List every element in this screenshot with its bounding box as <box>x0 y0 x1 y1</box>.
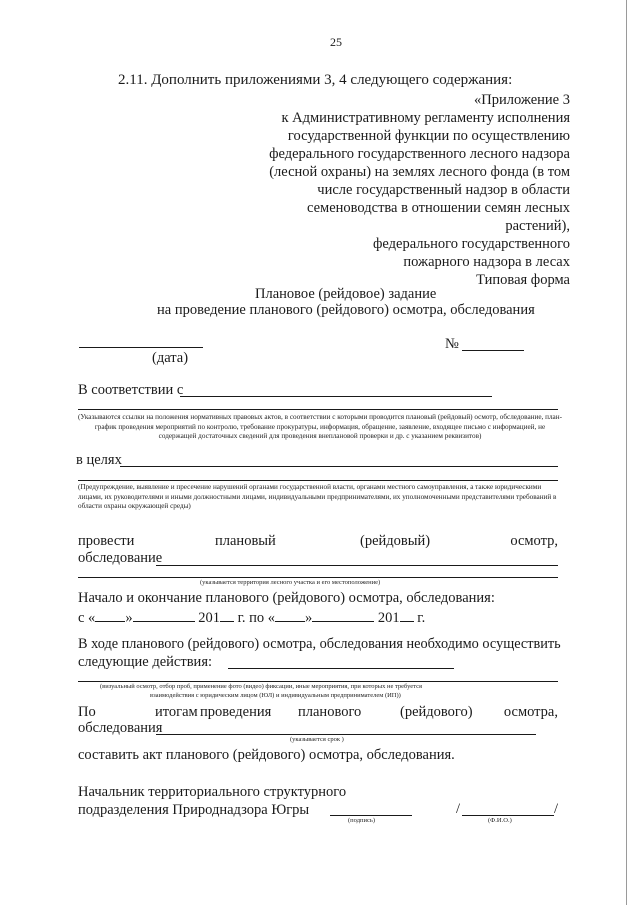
period-to-label: г. по « <box>233 610 276 626</box>
annex-line-8: растений), <box>505 218 570 234</box>
basis-field-line-2[interactable] <box>78 409 558 410</box>
annex-line-5: (лесной охраны) на землях лесного фонда (в том <box>269 164 570 180</box>
signature-field-line[interactable] <box>330 815 412 816</box>
number-field-line[interactable] <box>462 350 524 351</box>
period-from-label: с « <box>78 610 96 626</box>
conduct-line-2: обследование <box>78 550 163 566</box>
signature-line-1: Начальник территориального структурного <box>78 784 347 800</box>
annex-line-9: федерального государственного <box>372 236 570 252</box>
actions-line-1: В ходе планового (рейдового) осмотра, обследования необходимо осуществить <box>78 636 561 652</box>
purpose-hint: (Предупреждение, выявление и пресечение нарушений органами государственной власти, органами местного самоуправления, а также юридическими лицами, их руководителями и иными должностными лицами, индивидуальными предпринимателями, их уполномоченными представителями требований в области охраны окружающей среды) <box>78 483 557 510</box>
form-type-label: Типовая форма <box>476 272 570 288</box>
annex-line-7: семеноводства в отношении семян лесных <box>307 200 570 216</box>
conduct-word-1: провести <box>78 533 135 549</box>
results-word-1: По <box>78 704 96 720</box>
fio-slash-left: / <box>456 801 461 817</box>
period-end-year-field[interactable] <box>400 607 414 622</box>
conduct-word-4: осмотр, <box>510 533 558 549</box>
section-heading: 2.11. Дополнить приложениями 3, 4 следующего содержания: <box>118 72 513 88</box>
page-number: 25 <box>330 35 342 49</box>
purpose-field-line-2[interactable] <box>78 480 558 481</box>
actions-field-line-2[interactable] <box>78 681 558 682</box>
conduct-word-3: (рейдовый) <box>360 533 431 549</box>
results-word-3: проведения <box>200 704 272 720</box>
basis-hint: (Указываются ссылки на положения нормативных правовых актов, в соответствии с которыми проводится плановый (рейдовый) осмотр, обследование, план-график проведения мероприятий по контролю, требование прокуратуры, информация, обращение, заявление, входящее письмо с информацией, не содержащей достаточных сведений для проведения внеплановой проверки и др. с указанием реквизитов) <box>78 413 562 440</box>
fio-hint: (Ф.И.О.) <box>488 817 512 824</box>
results-line-3: составить акт планового (рейдового) осмотра, обследования. <box>78 747 455 763</box>
conduct-field-line[interactable] <box>156 565 558 566</box>
annex-line-10: пожарного надзора в лесах <box>403 254 570 270</box>
purpose-field-line[interactable] <box>120 466 558 467</box>
date-field-line[interactable] <box>79 347 203 348</box>
period-year-suffix: г. <box>413 610 426 626</box>
period-start-month[interactable] <box>133 607 195 622</box>
results-word-5: (рейдового) <box>400 704 473 720</box>
conduct-word-2: плановый <box>215 533 276 549</box>
conduct-field-line-2[interactable] <box>78 577 558 578</box>
period-line-1: Начало и окончание планового (рейдового) осмотра, обследования: <box>78 590 495 606</box>
actions-line-2: следующие действия: <box>78 654 213 670</box>
results-word-4: планового <box>298 704 362 720</box>
conduct-hint: (указывается территория лесного участка и его местоположение) <box>200 579 381 586</box>
period-line-2 <box>78 607 425 627</box>
results-word-6: осмотра, <box>503 704 558 720</box>
basis-field-line[interactable] <box>180 396 492 397</box>
results-line-2: обследования <box>78 720 163 736</box>
fio-slash-right: / <box>554 801 559 817</box>
results-field-line[interactable] <box>156 734 536 735</box>
actions-hint-2: взаимодействия с юридическим лицом (ЮЛ) и индивидуальным предпринимателем (ИП)) <box>150 692 401 699</box>
purpose-label: в целях <box>76 452 122 468</box>
period-end-quote: » <box>305 610 313 626</box>
signature-hint: (подпись) <box>348 817 375 824</box>
signature-line-2: подразделения Природнадзора Югры <box>78 802 310 818</box>
annex-line-1: «Приложение 3 <box>474 92 570 108</box>
period-end-year: 201 <box>377 610 400 626</box>
date-label: (дата) <box>152 350 189 366</box>
annex-line-6: числе государственный надзор в области <box>317 182 570 198</box>
actions-hint-1: (визуальный осмотр, отбор проб, применение фото (видео) фиксации, иные мероприятия, при которых не требуется <box>100 683 422 690</box>
period-start-year-field[interactable] <box>220 607 234 622</box>
annex-line-2: к Административному регламенту исполнения <box>281 110 570 126</box>
results-hint: (указывается срок ) <box>290 736 344 743</box>
number-label: № <box>445 336 459 352</box>
actions-field-line[interactable] <box>228 668 454 669</box>
form-title-line-2: на проведение планового (рейдового) осмотра, обследования <box>157 302 535 318</box>
period-end-day[interactable] <box>275 607 305 622</box>
scan-edge-line <box>626 0 627 905</box>
results-word-2: итогам <box>155 704 198 720</box>
annex-line-3: государственной функции по осуществлению <box>287 128 570 144</box>
period-end-month[interactable] <box>312 607 374 622</box>
period-start-year: 201 <box>198 610 220 626</box>
period-start-day[interactable] <box>95 607 125 622</box>
period-start-quote: » <box>125 610 133 626</box>
annex-line-4: федерального государственного лесного надзора <box>269 146 570 162</box>
basis-label: В соответствии с <box>78 382 184 398</box>
fio-field-line[interactable] <box>462 815 554 816</box>
form-title-line-1: Плановое (рейдовое) задание <box>255 286 437 302</box>
